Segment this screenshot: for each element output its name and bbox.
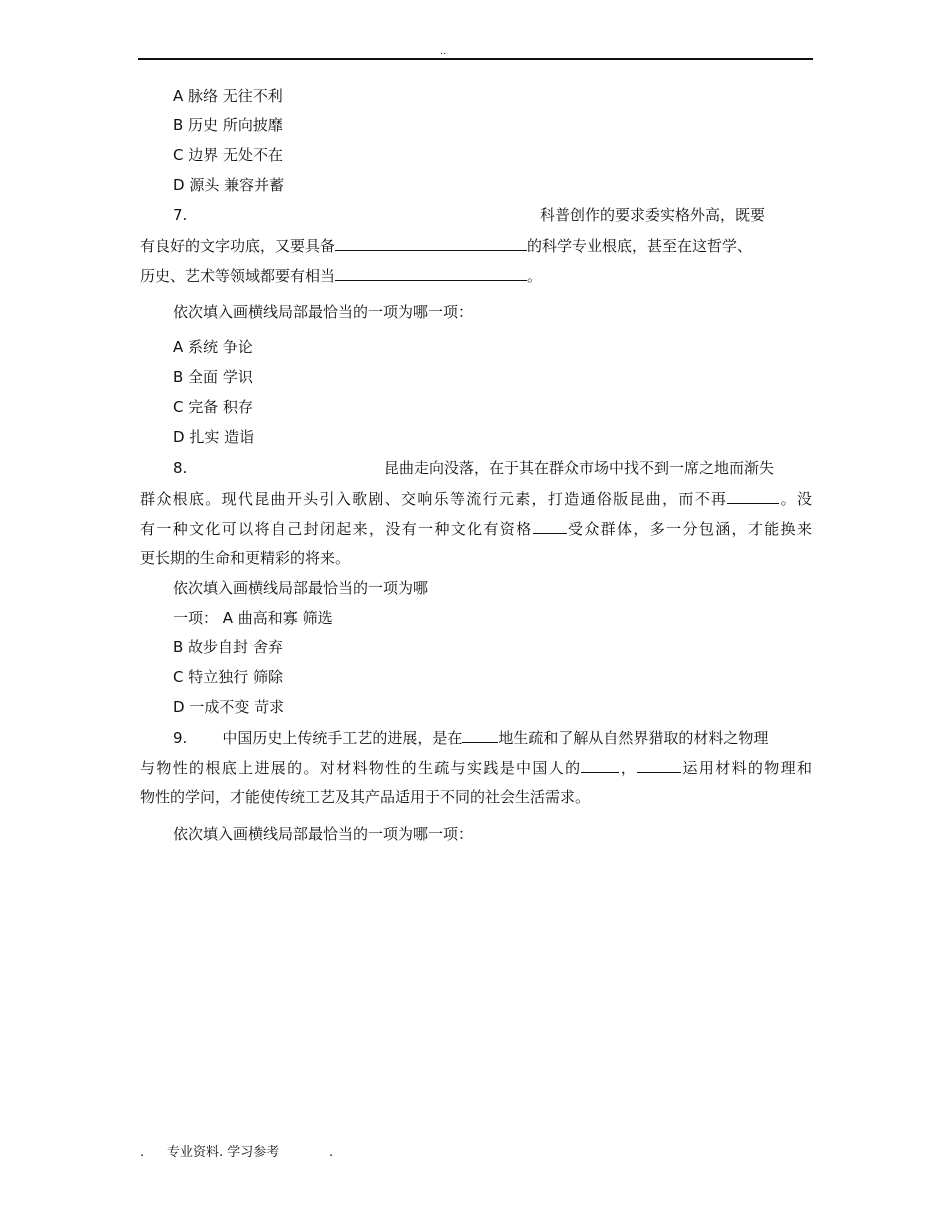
- q8-option-d: D 一成不变 苛求: [173, 698, 285, 716]
- footer-right-dot: .: [329, 1145, 334, 1160]
- q7-option-c: C 完备 积存: [173, 398, 254, 416]
- q8-line4: 更长期的生命和更精彩的将来。: [140, 549, 351, 567]
- q8-blank-2: [533, 518, 567, 534]
- q7-number: 7.: [173, 206, 188, 224]
- q9-number: 9.: [173, 729, 188, 747]
- q9-blank-2: [581, 757, 619, 773]
- q9-blank-1: [462, 727, 498, 743]
- q7-line1: 科普创作的要求委实格外高，既要: [540, 206, 766, 224]
- q7-option-b: B 全面 学识: [173, 368, 253, 386]
- q8-line2-part-a: 群众根底。现代昆曲开头引入歌剧、交响乐等流行元素，打造通俗版昆曲，而不再: [140, 490, 728, 508]
- q7-line3: [140, 265, 542, 285]
- q8-line3: [140, 518, 812, 538]
- q8-line3-part-b: 受众群体，多一分包涵，才能换来: [566, 520, 812, 538]
- q8-option-c: C 特立独行 筛除: [173, 668, 284, 686]
- q9-prompt: 依次填入画横线局部最恰当的一项为哪一项：: [173, 825, 474, 843]
- q8-line2: [140, 488, 812, 508]
- q9-line1-part-b: 地生疏和了解从自然界猎取的材料之物理: [498, 729, 769, 747]
- header-mark: ..: [440, 46, 447, 57]
- q8-line3-part-a: 有一种文化可以将自己封闭起来，没有一种文化有资格: [140, 520, 533, 538]
- q6-option-a: A 脉络 无往不利: [173, 87, 283, 105]
- q8-prompt-1: 依次填入画横线局部最恰当的一项为哪: [173, 579, 429, 597]
- q9-line2-part-c: 运用材料的物理和: [681, 759, 812, 777]
- q9-line2: [140, 757, 812, 777]
- q6-option-c: C 边界 无处不在: [173, 146, 284, 164]
- q7-line3-part-a: 历史、艺术等领域都要有相当: [140, 267, 336, 285]
- q9-line2-part-a: 与物性的根底上进展的。对材料物性的生疏与实践是中国人的: [140, 759, 582, 777]
- q6-option-b: B 历史 所向披靡: [173, 116, 283, 134]
- q9-line3: 物性的学问，才能使传统工艺及其产品适用于不同的社会生活需求。: [140, 788, 591, 806]
- q7-option-d: D 扎实 造诣: [173, 428, 255, 446]
- q9-line1: [173, 727, 768, 747]
- q9-line1-part-a: 中国历史上传统手工艺的进展，是在: [222, 729, 463, 747]
- q7-line2: [140, 235, 752, 255]
- q7-line2-part-b: 的科学专业根底，甚至在这哲学、: [527, 237, 753, 255]
- footer-text: 专业资料. 学习参考: [167, 1145, 280, 1160]
- q6-option-d: D 源头 兼容并蓄: [173, 176, 285, 194]
- q7-line3-part-b: 。: [527, 267, 543, 285]
- q9-line2-part-b: ，: [619, 759, 638, 777]
- footer-left-dot: .: [140, 1145, 145, 1160]
- q8-line2-part-b: 。没: [779, 490, 812, 508]
- q7-blank-1: [335, 235, 527, 251]
- header-rule: [138, 58, 813, 60]
- q8-option-b: B 故步自封 舍弃: [173, 638, 283, 656]
- q7-option-a: A 系统 争论: [173, 338, 253, 356]
- q8-blank-1: [727, 488, 779, 504]
- q8-number: 8.: [173, 459, 188, 477]
- q7-blank-2: [335, 265, 527, 281]
- q8-prompt-2-option-a: 一项： A 曲高和寡 筛选: [173, 609, 333, 627]
- q8-line1: 昆曲走向没落，在于其在群众市场中找不到一席之地而渐失: [384, 459, 775, 477]
- q9-blank-3: [637, 757, 681, 773]
- q7-prompt: 依次填入画横线局部最恰当的一项为哪一项：: [173, 303, 474, 321]
- q7-line2-part-a: 有良好的文字功底，又要具备: [140, 237, 336, 255]
